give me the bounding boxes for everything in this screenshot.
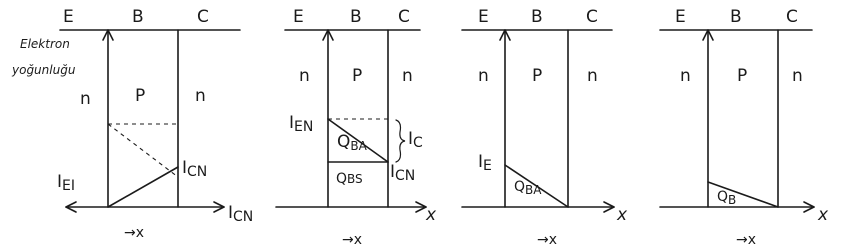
below-axis-label: →x (537, 232, 558, 248)
label-axis-current: ICN (228, 203, 254, 225)
side-label-line1: Elektron (20, 37, 70, 51)
panel-3 (462, 7, 628, 248)
region-emitter: n (299, 66, 310, 86)
header-emitter: E (675, 7, 686, 27)
below-axis-label: →x (124, 225, 145, 241)
region-base: P (135, 86, 146, 106)
label-emitter-current: IEI (57, 172, 75, 194)
region-emitter: n (680, 66, 691, 86)
header-base: B (350, 7, 362, 27)
region-base: P (532, 66, 543, 86)
region-base: P (737, 66, 748, 86)
header-base: B (531, 7, 543, 27)
label-collector-current: ICN (182, 158, 208, 180)
header-emitter: E (293, 7, 304, 27)
region-collector: n (587, 66, 598, 86)
header-collector: C (786, 7, 798, 27)
x-axis-label: x (818, 205, 829, 225)
panel-2 (276, 7, 437, 248)
below-axis-label: →x (736, 232, 757, 248)
label-emitter-current: IEN (289, 113, 314, 135)
dashed-profile (108, 124, 178, 177)
solid-profile (108, 167, 178, 207)
header-base: B (132, 7, 144, 27)
label-collector-current: ICN (390, 162, 416, 184)
panel-1 (11, 7, 253, 241)
header-collector: C (197, 7, 209, 27)
region-collector: n (792, 66, 803, 86)
label-charge: QB (717, 189, 737, 207)
region-emitter: n (478, 66, 489, 86)
header-collector: C (398, 7, 410, 27)
label-charge-top: QBA (337, 132, 367, 153)
header-emitter: E (63, 7, 74, 27)
x-axis-label: x (617, 205, 628, 225)
x-axis-label: x (426, 205, 437, 225)
panel-4 (660, 7, 829, 248)
region-emitter: n (80, 89, 91, 109)
label-charge: QBA (514, 179, 542, 197)
label-collector-current-bracket: IC (408, 129, 423, 151)
region-base: P (352, 66, 363, 86)
region-collector: n (195, 86, 206, 106)
label-emitter-current: IE (478, 152, 492, 174)
side-label-line2: yoğunluğu (12, 63, 76, 77)
header-emitter: E (478, 7, 489, 27)
region-collector: n (402, 66, 413, 86)
label-charge-bottom: QBS (336, 171, 363, 187)
below-axis-label: →x (342, 232, 363, 248)
header-collector: C (586, 7, 598, 27)
collector-current-brace (396, 120, 405, 162)
header-base: B (730, 7, 742, 27)
